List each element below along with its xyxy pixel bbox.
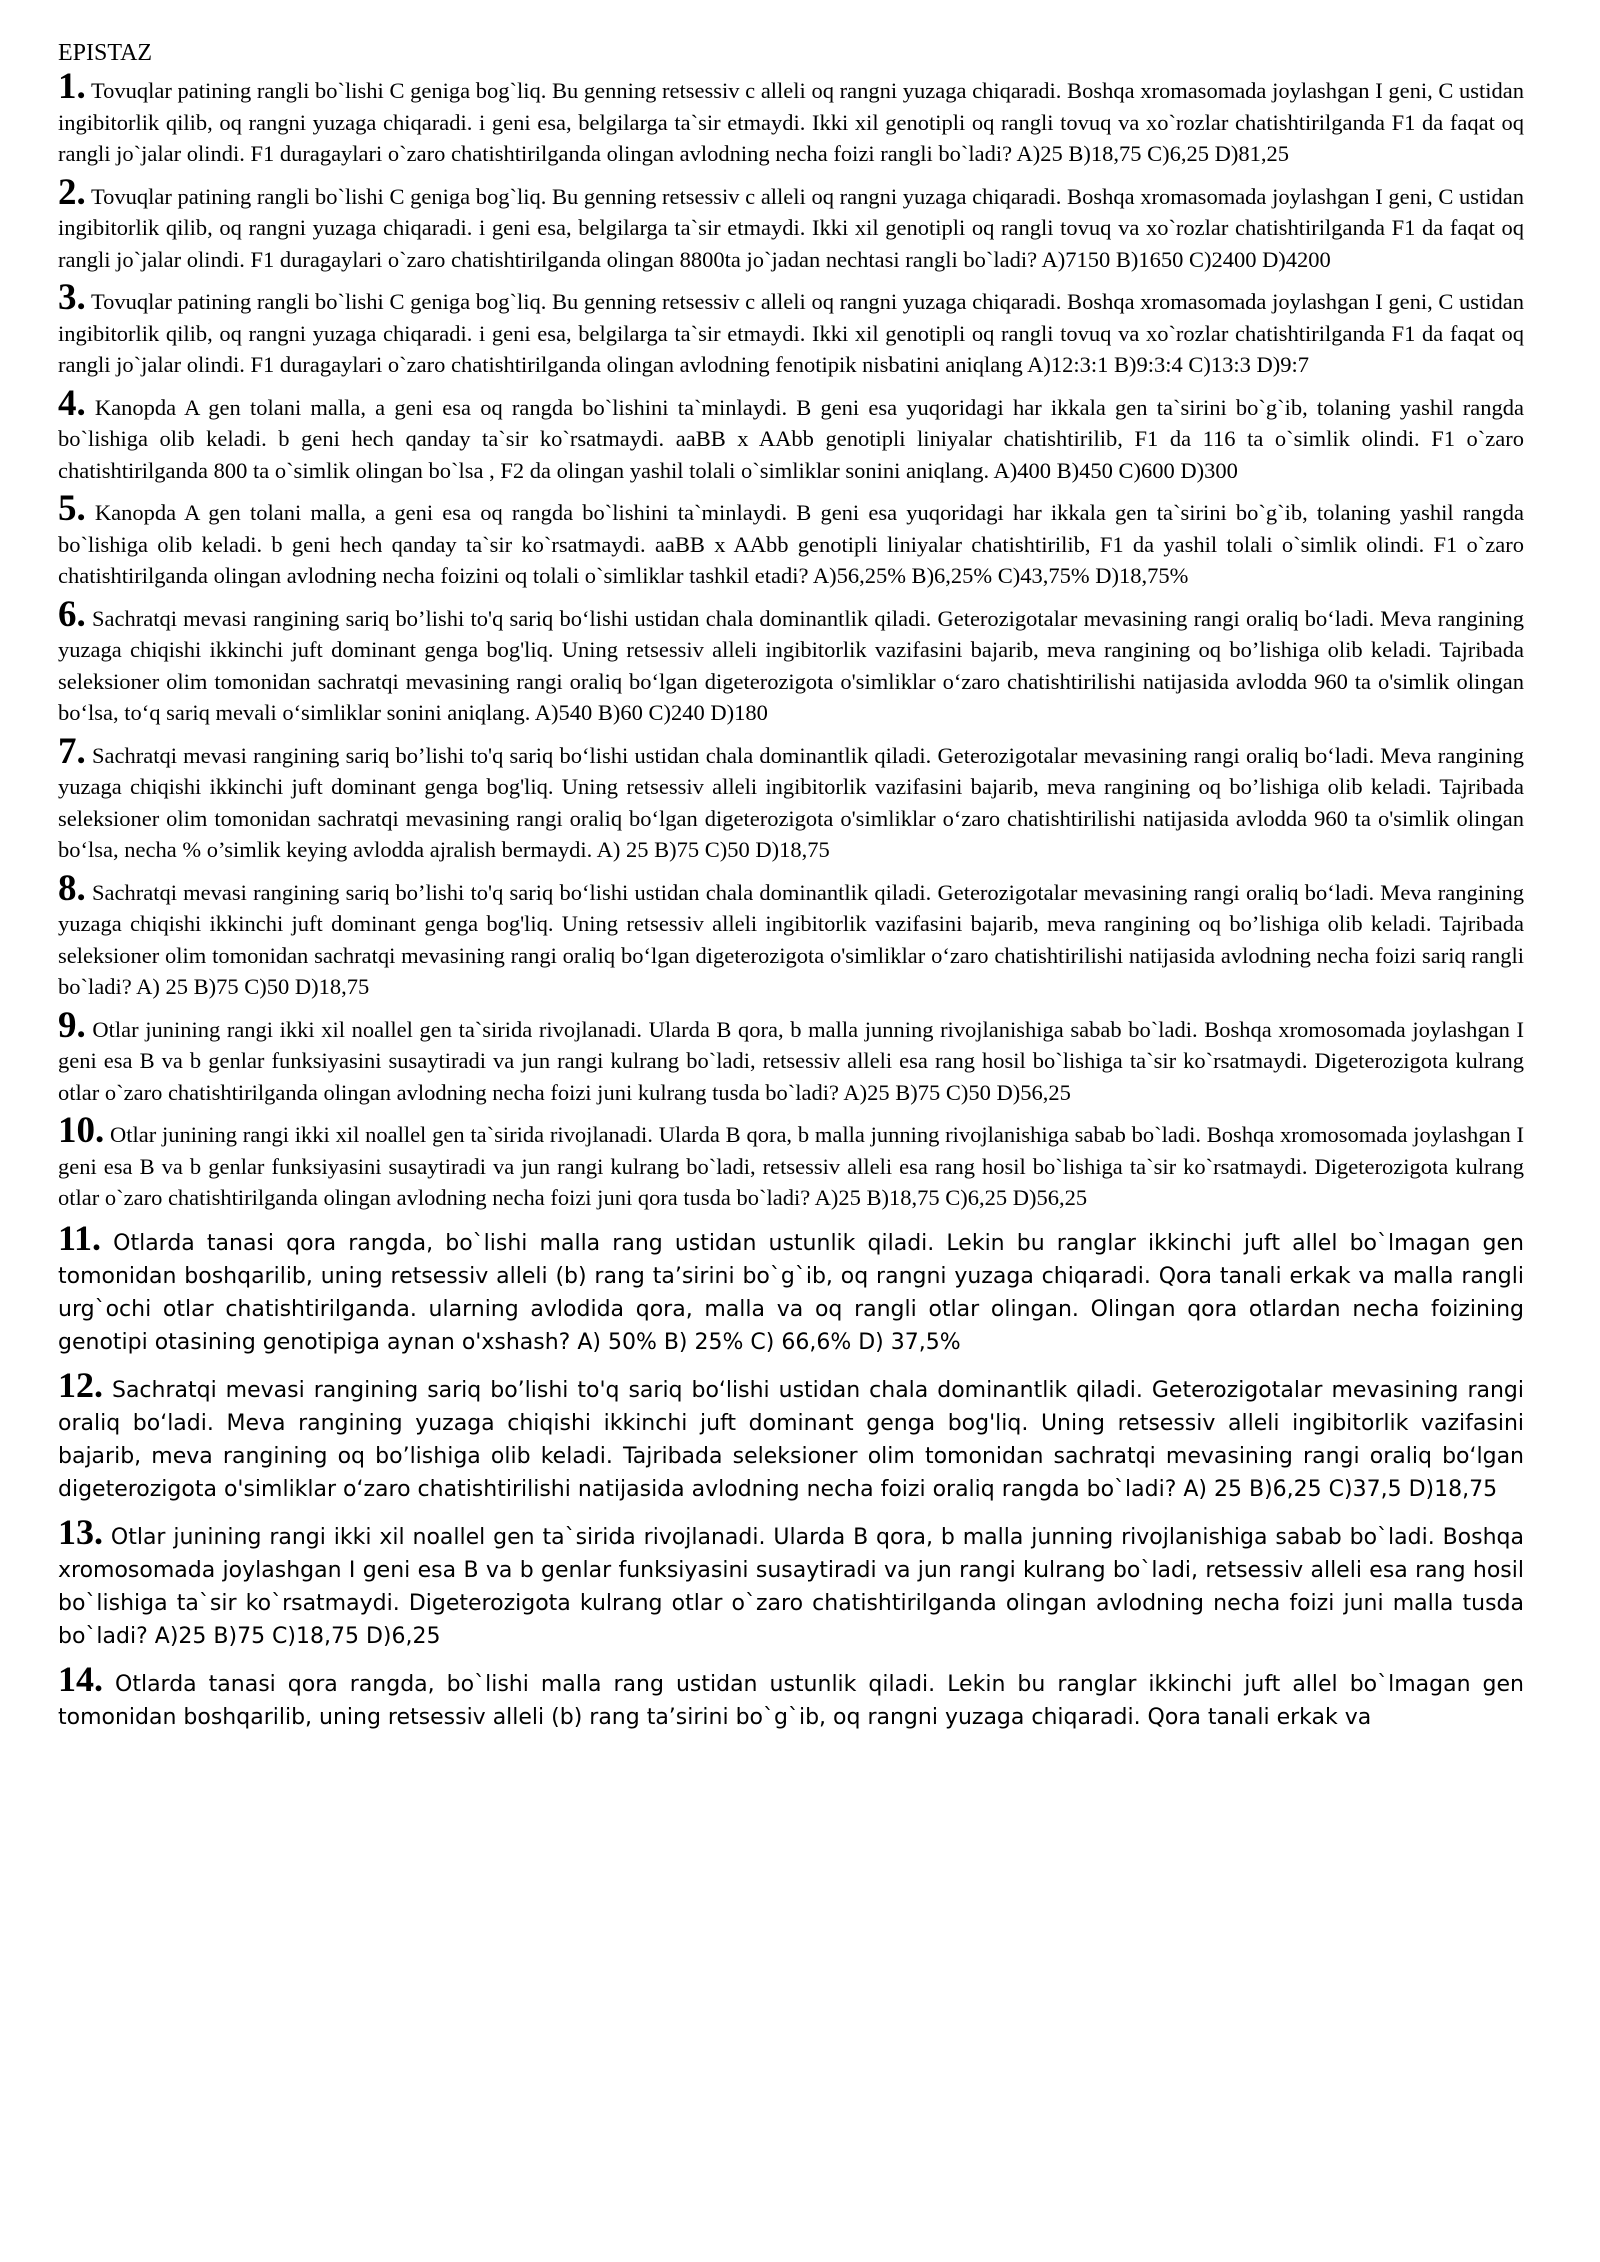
question-text: Kanopda A gen tolani malla, a geni esa oq rangda bo`lishini ta`minlaydi. B geni esa yuqoridagi har ikkala gen ta`sirini bo`g`ib, tolaning yashil rangda bo`lishiga olib keladi. b geni hech qanday ta`sir ko`rsatmaydi. aaBB x AAbb genotipli liniyalar chatishtirilib, F1 da 116 ta o`simlik olindi. F1 o`zaro chatishtirilganda 800 ta o`simlik olingan bo`lsa , F2 da olingan yashil tolali o`simliklar sonini aniqlang.: [58, 394, 1524, 483]
question-5: [58, 488, 1524, 592]
answer-options: A) 25 B)75 C)50 D)18,75: [592, 837, 830, 862]
question-9: [58, 1004, 1524, 1109]
question-4: [58, 382, 1524, 487]
question-2: [58, 171, 1524, 276]
question-text: Sachratqi mevasi rangining sariq bo’lishi to'q sariq bo‘lishi ustidan chala dominantlik qiladi. Geterozigotalar mevasining rangi oraliq bo‘ladi. Meva rangining yuzaga chiqishi ikkinchi juft dominant genga bog'liq. Uning retsessiv alleli ingibitorlik vazifasini bajarib, meva rangining oq bo’lishiga olib keladi. Tajribada seleksioner olim tomonidan sachratqi mevasining rangi oraliq bo‘lgan digeterozigota o'simliklar o‘zaro chatishtirilishi natijasida avlodning necha foizi sariq rangli bo`ladi?: [58, 879, 1524, 999]
question-number: 1.: [58, 66, 86, 107]
answer-options: A)7150 B)1650 C)2400 D)4200: [1037, 246, 1331, 272]
question-text: Otlarda tanasi qora rangda, bo`lishi malla rang ustidan ustunlik qiladi. Lekin bu ranglar ikkinchi juft allel bo`lmagan gen tomonidan boshqarilib, uning retsessiv alleli (b) rang ta’sirini bo`g`ib, oq rangni yuzaga chiqaradi. Qora tanali erkak va: [58, 1671, 1524, 1730]
question-12: [58, 1364, 1524, 1506]
question-6: [58, 593, 1524, 729]
question-text: Sachratqi mevasi rangining sariq bo’lishi to'q sariq bo‘lishi ustidan chala dominantlik qiladi. Geterozigotalar mevasining rangi oraliq bo‘ladi. Meva rangining yuzaga chiqishi ikkinchi juft dominant genga bog'liq. Uning retsessiv alleli ingibitorlik vazifasini bajarib, meva rangining oq bo’lishiga olib keladi. Tajribada seleksioner olim tomonidan sachratqi mevasining rangi oraliq bo‘lgan digeterozigota o'simliklar o‘zaro chatishtirilishi natijasida avlodda 960 ta o'simlik olingan bo‘lsa, necha % o’simlik keying avlodda ajralish bermaydi.: [58, 742, 1524, 862]
question-number: 9.: [58, 1004, 86, 1046]
answer-options: A)25 B)75 C)18,75 D)6,25: [147, 1623, 441, 1649]
answer-options: A)25 B)75 C)50 D)56,25: [839, 1079, 1071, 1105]
question-text: Otlar junining rangi ikki xil noallel gen ta`sirida rivojlanadi. Ularda B qora, b malla junning rivojlanishiga sabab bo`ladi. Boshqa xromosomada joylashgan I geni esa B va b genlar funksiyasini susaytiradi va jun rangi kulrang bo`ladi, retsessiv alleli esa rang hosil bo`lishiga ta`sir ko`rsatmaydi. Digeterozigota kulrang otlar o`zaro chatishtirilganda olingan avlodning necha foizi juni kulrang tusda bo`ladi?: [58, 1016, 1524, 1105]
question-1: [58, 66, 1524, 170]
question-3: [58, 277, 1524, 381]
answer-options: A) 25 B)75 C)50 D)18,75: [131, 974, 370, 999]
question-text: Otlarda tanasi qora rangda, bo`lishi malla rang ustidan ustunlik qiladi. Lekin bu ranglar ikkinchi juft allel bo`lmagan gen tomonidan boshqarilib, uning retsessiv alleli (b) rang ta’sirini bo`g`ib, oq rangni yuzaga chiqaradi. Qora tanali erkak va malla rangli urg`ochi otlar chatishtirilganda. ularning avlodida qora, malla va oq rangli otlar olingan. Olingan qora otlardan necha foizining genotipi otasining genotipiga aynan o'xshash?: [58, 1230, 1524, 1355]
question-14: [58, 1658, 1524, 1734]
question-text: Sachratqi mevasi rangining sariq bo’lishi to'q sariq bo‘lishi ustidan chala dominantlik qiladi. Geterozigotalar mevasining rangi oraliq bo‘ladi. Meva rangining yuzaga chiqishi ikkinchi juft dominant genga bog'liq. Uning retsessiv alleli ingibitorlik vazifasini bajarib, meva rangining oq bo’lishiga olib keladi. Tajribada seleksioner olim tomonidan sachratqi mevasining rangi oraliq bo‘lgan digeterozigota o'simliklar o‘zaro chatishtirilishi natijasida avlodda 960 ta o'simlik olingan bo‘lsa, to‘q sariq mevali o‘simliklar sonini aniqlang.: [58, 605, 1524, 725]
question-13: [58, 1511, 1524, 1653]
question-number: 7.: [58, 730, 86, 772]
question-10: [58, 1110, 1524, 1214]
question-number: 11.: [58, 1217, 102, 1258]
question-text: Tovuqlar patining rangli bo`lishi C geniga bog`liq. Bu genning retsessiv c alleli oq rangni yuzaga chiqaradi. Boshqa xromasomada joylashgan I geni, C ustidan ingibitorlik qilib, oq rangni yuzaga chiqaradi. i geni esa, belgilarga ta`sir etmaydi. Ikki xil genotipli oq rangli tovuq va xo`rozlar chatishtirilganda F1 da faqat oq rangli jo`jalar olindi. F1 duragaylari o`zaro chatishtirilganda olingan 8800ta jo`jadan nechtasi rangli bo`ladi?: [58, 183, 1524, 272]
question-number: 14.: [58, 1658, 103, 1699]
question-number: 6.: [58, 593, 86, 635]
question-8: [58, 867, 1524, 1003]
question-number: 10.: [58, 1110, 105, 1151]
question-number: 12.: [58, 1364, 103, 1405]
document-page: [58, 38, 1524, 1744]
question-number: 8.: [58, 867, 86, 909]
question-number: 3.: [58, 277, 86, 318]
question-text: Otlar junining rangi ikki xil noallel gen ta`sirida rivojlanadi. Ularda B qora, b malla junning rivojlanishiga sabab bo`ladi. Boshqa xromosomada joylashgan I geni esa B va b genlar funksiyasini susaytiradi va jun rangi kulrang bo`ladi, retsessiv alleli esa rang hosil bo`lishiga ta`sir ko`rsatmaydi. Digeterozigota kulrang otlar o`zaro chatishtirilganda olingan avlodning necha foizi juni qora tusda bo`ladi?: [58, 1122, 1524, 1210]
question-text: Kanopda A gen tolani malla, a geni esa oq rangda bo`lishini ta`minlaydi. B geni esa yuqoridagi har ikkala gen ta`sirini bo`g`ib, tolaning yashil rangda bo`lishiga olib keladi. b geni hech qanday ta`sir ko`rsatmaydi. aaBB x AAbb genotipli liniyalar chatishtirilib, F1 da yashil tolali o`simlik olindi. F1 o`zaro chatishtirilganda olingan avlodning necha foizini oq tolali o`simliklar tashkil etadi?: [58, 500, 1524, 588]
document-title: EPISTAZ: [58, 40, 153, 66]
answer-options: A)56,25% B)6,25% C)43,75% D)18,75%: [808, 563, 1189, 588]
question-text: Otlar junining rangi ikki xil noallel gen ta`sirida rivojlanadi. Ularda B qora, b malla junning rivojlanishiga sabab bo`ladi. Boshqa xromosomada joylashgan I geni esa B va b genlar funksiyasini susaytiradi va jun rangi kulrang bo`ladi, retsessiv alleli esa rang hosil bo`lishiga ta`sir ko`rsatmaydi. Digeterozigota kulrang otlar o`zaro chatishtirilganda olingan avlodning necha foizi juni malla tusda bo`ladi?: [58, 1524, 1524, 1649]
question-text: Sachratqi mevasi rangining sariq bo’lishi to'q sariq bo‘lishi ustidan chala dominantlik qiladi. Geterozigotalar mevasining rangi oraliq bo‘ladi. Meva rangining yuzaga chiqishi ikkinchi juft dominant genga bog'liq. Uning retsessiv alleli ingibitorlik vazifasini bajarib, meva rangining oq bo’lishiga olib keladi. Tajribada seleksioner olim tomonidan sachratqi mevasining rangi oraliq bo‘lgan digeterozigota o'simliklar o‘zaro chatishtirilishi natijasida avlodning necha foizi oraliq rangda bo`ladi?: [58, 1377, 1524, 1502]
answer-options: A)540 B)60 C)240 D)180: [530, 700, 768, 725]
answer-options: A) 25 B)6,25 C)37,5 D)18,75: [1176, 1476, 1498, 1502]
question-7: [58, 730, 1524, 866]
question-number: 2.: [58, 171, 86, 213]
question-11: [58, 1217, 1524, 1359]
answer-options: A)400 B)450 C)600 D)300: [989, 457, 1238, 483]
answer-options: A) 50% B) 25% C) 66,6% D) 37,5%: [570, 1329, 961, 1355]
answer-options: A)12:3:1 B)9:3:4 C)13:3 D)9:7: [1022, 352, 1310, 377]
question-number: 5.: [58, 488, 86, 529]
question-number: 4.: [58, 382, 86, 424]
question-text: Tovuqlar patining rangli bo`lishi C geniga bog`liq. Bu genning retsessiv c alleli oq rangni yuzaga chiqaradi. Boshqa xromasomada joylashgan I geni, C ustidan ingibitorlik qilib, oq rangni yuzaga chiqaradi. i geni esa, belgilarga ta`sir etmaydi. Ikki xil genotipli oq rangli tovuq va xo`rozlar chatishtirilganda F1 da faqat oq rangli jo`jalar olindi. F1 duragaylari o`zaro chatishtirilganda olingan avlodning necha foizi rangli bo`ladi?: [58, 78, 1524, 166]
question-text: Tovuqlar patining rangli bo`lishi C geniga bog`liq. Bu genning retsessiv c alleli oq rangni yuzaga chiqaradi. Boshqa xromasomada joylashgan I geni, C ustidan ingibitorlik qilib, oq rangni yuzaga chiqaradi. i geni esa, belgilarga ta`sir etmaydi. Ikki xil genotipli oq rangli tovuq va xo`rozlar chatishtirilganda F1 da faqat oq rangli jo`jalar olindi. F1 duragaylari o`zaro chatishtirilganda olingan avlodning fenotipik nisbatini aniqlang: [58, 289, 1524, 377]
answer-options: A)25 B)18,75 C)6,25 D)81,25: [1012, 141, 1289, 166]
question-number: 13.: [58, 1511, 103, 1552]
answer-options: A)25 B)18,75 C)6,25 D)56,25: [810, 1185, 1088, 1210]
